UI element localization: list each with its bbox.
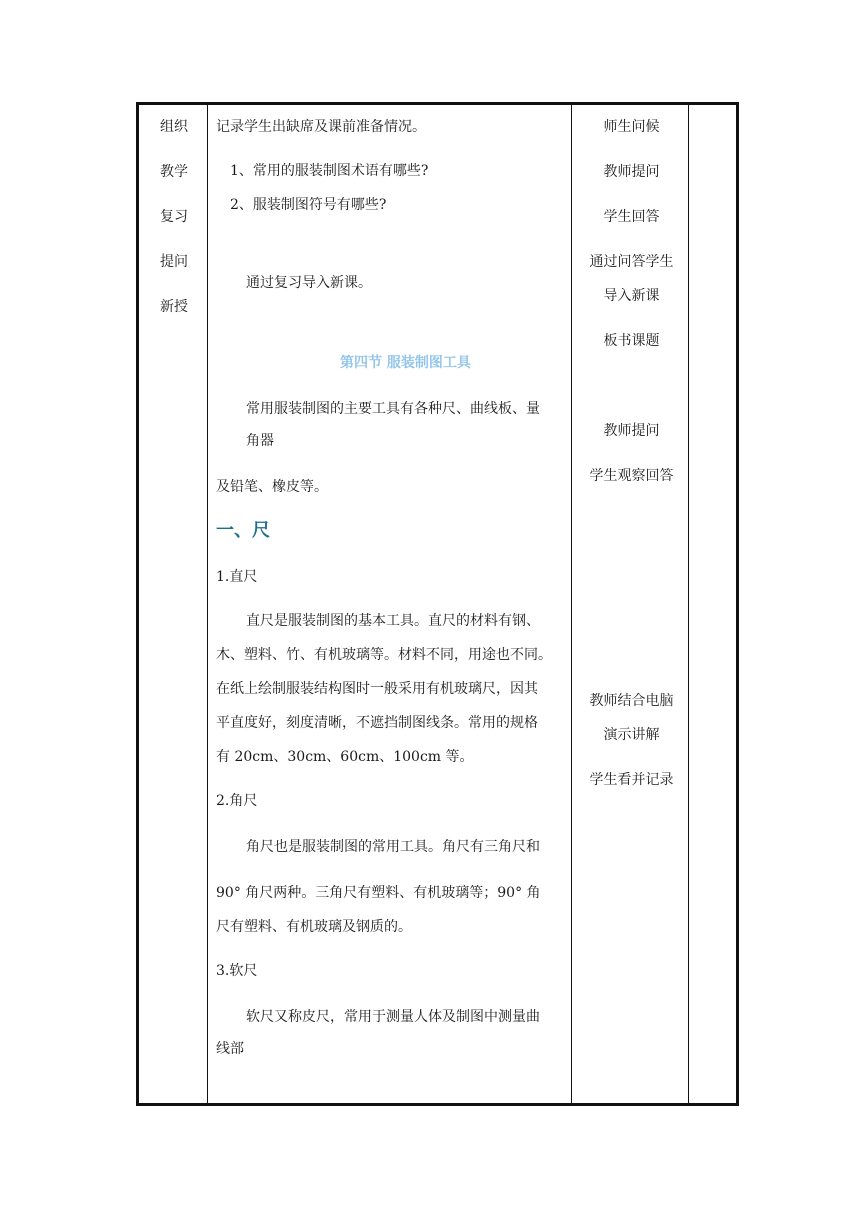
- method-label: 学生回答: [603, 209, 660, 225]
- method-label: 教师结合电脑: [589, 693, 674, 709]
- stage-label: 组织: [160, 119, 188, 135]
- method-label: 师生问候: [603, 119, 660, 135]
- method-label: 板书课题: [603, 333, 660, 349]
- subheading: 3.软尺: [216, 963, 258, 979]
- paragraph-line: 软尺又称皮尺，常用于测量人体及制图中测量曲: [246, 1009, 540, 1025]
- stage-label: 复习: [160, 209, 188, 225]
- subheading: 1.直尺: [216, 569, 258, 585]
- stage-label: 教学: [160, 164, 188, 180]
- method-label: 学生看并记录: [589, 772, 674, 788]
- paragraph-line: 常用服装制图的主要工具有各种尺、曲线板、量: [246, 401, 540, 417]
- paragraph-line: 在纸上绘制服装结构图时一般采用有机玻璃尺，因其: [216, 681, 538, 697]
- lesson-plan-table: [136, 102, 739, 1106]
- paragraph-line: 及铅笔、橡皮等。: [216, 479, 328, 495]
- paragraph-line: 线部: [216, 1041, 244, 1057]
- paragraph-line: 90° 角尺两种。三角尺有塑料、有机玻璃等；90° 角: [216, 885, 541, 901]
- review-question: 2、服装制图符号有哪些?: [230, 197, 387, 213]
- column-divider: [571, 105, 572, 1103]
- paragraph-line: 有 20cm、30cm、60cm、100cm 等。: [216, 749, 474, 765]
- method-label: 通过问答学生: [589, 254, 674, 270]
- subheading: 2.角尺: [216, 793, 258, 809]
- method-label: 演示讲解: [603, 727, 660, 743]
- paragraph-line: 角器: [246, 433, 274, 449]
- method-label: 学生观察回答: [589, 468, 674, 484]
- content-line: 记录学生出缺席及课前准备情况。: [216, 119, 426, 135]
- method-label: 教师提问: [603, 164, 660, 180]
- paragraph-line: 木、塑料、竹、有机玻璃等。材料不同，用途也不同。: [216, 647, 552, 663]
- paragraph-line: 角尺也是服装制图的常用工具。角尺有三角尺和: [246, 839, 540, 855]
- paragraph-line: 平直度好，刻度清晰，不遮挡制图线条。常用的规格: [216, 715, 538, 731]
- method-label: 导入新课: [603, 288, 660, 304]
- method-label: 教师提问: [603, 423, 660, 439]
- paragraph-line: 直尺是服装制图的基本工具。直尺的材料有钢、: [246, 613, 540, 629]
- stage-label: 新授: [160, 299, 188, 315]
- section-heading: 一、尺: [216, 520, 270, 541]
- stage-label: 提问: [160, 254, 188, 270]
- content-line: 通过复习导入新课。: [246, 275, 372, 291]
- paragraph-line: 尺有塑料、有机玻璃及钢质的。: [216, 919, 412, 935]
- section-title: 第四节 服装制图工具: [340, 355, 471, 371]
- review-question: 1、常用的服装制图术语有哪些?: [230, 163, 429, 179]
